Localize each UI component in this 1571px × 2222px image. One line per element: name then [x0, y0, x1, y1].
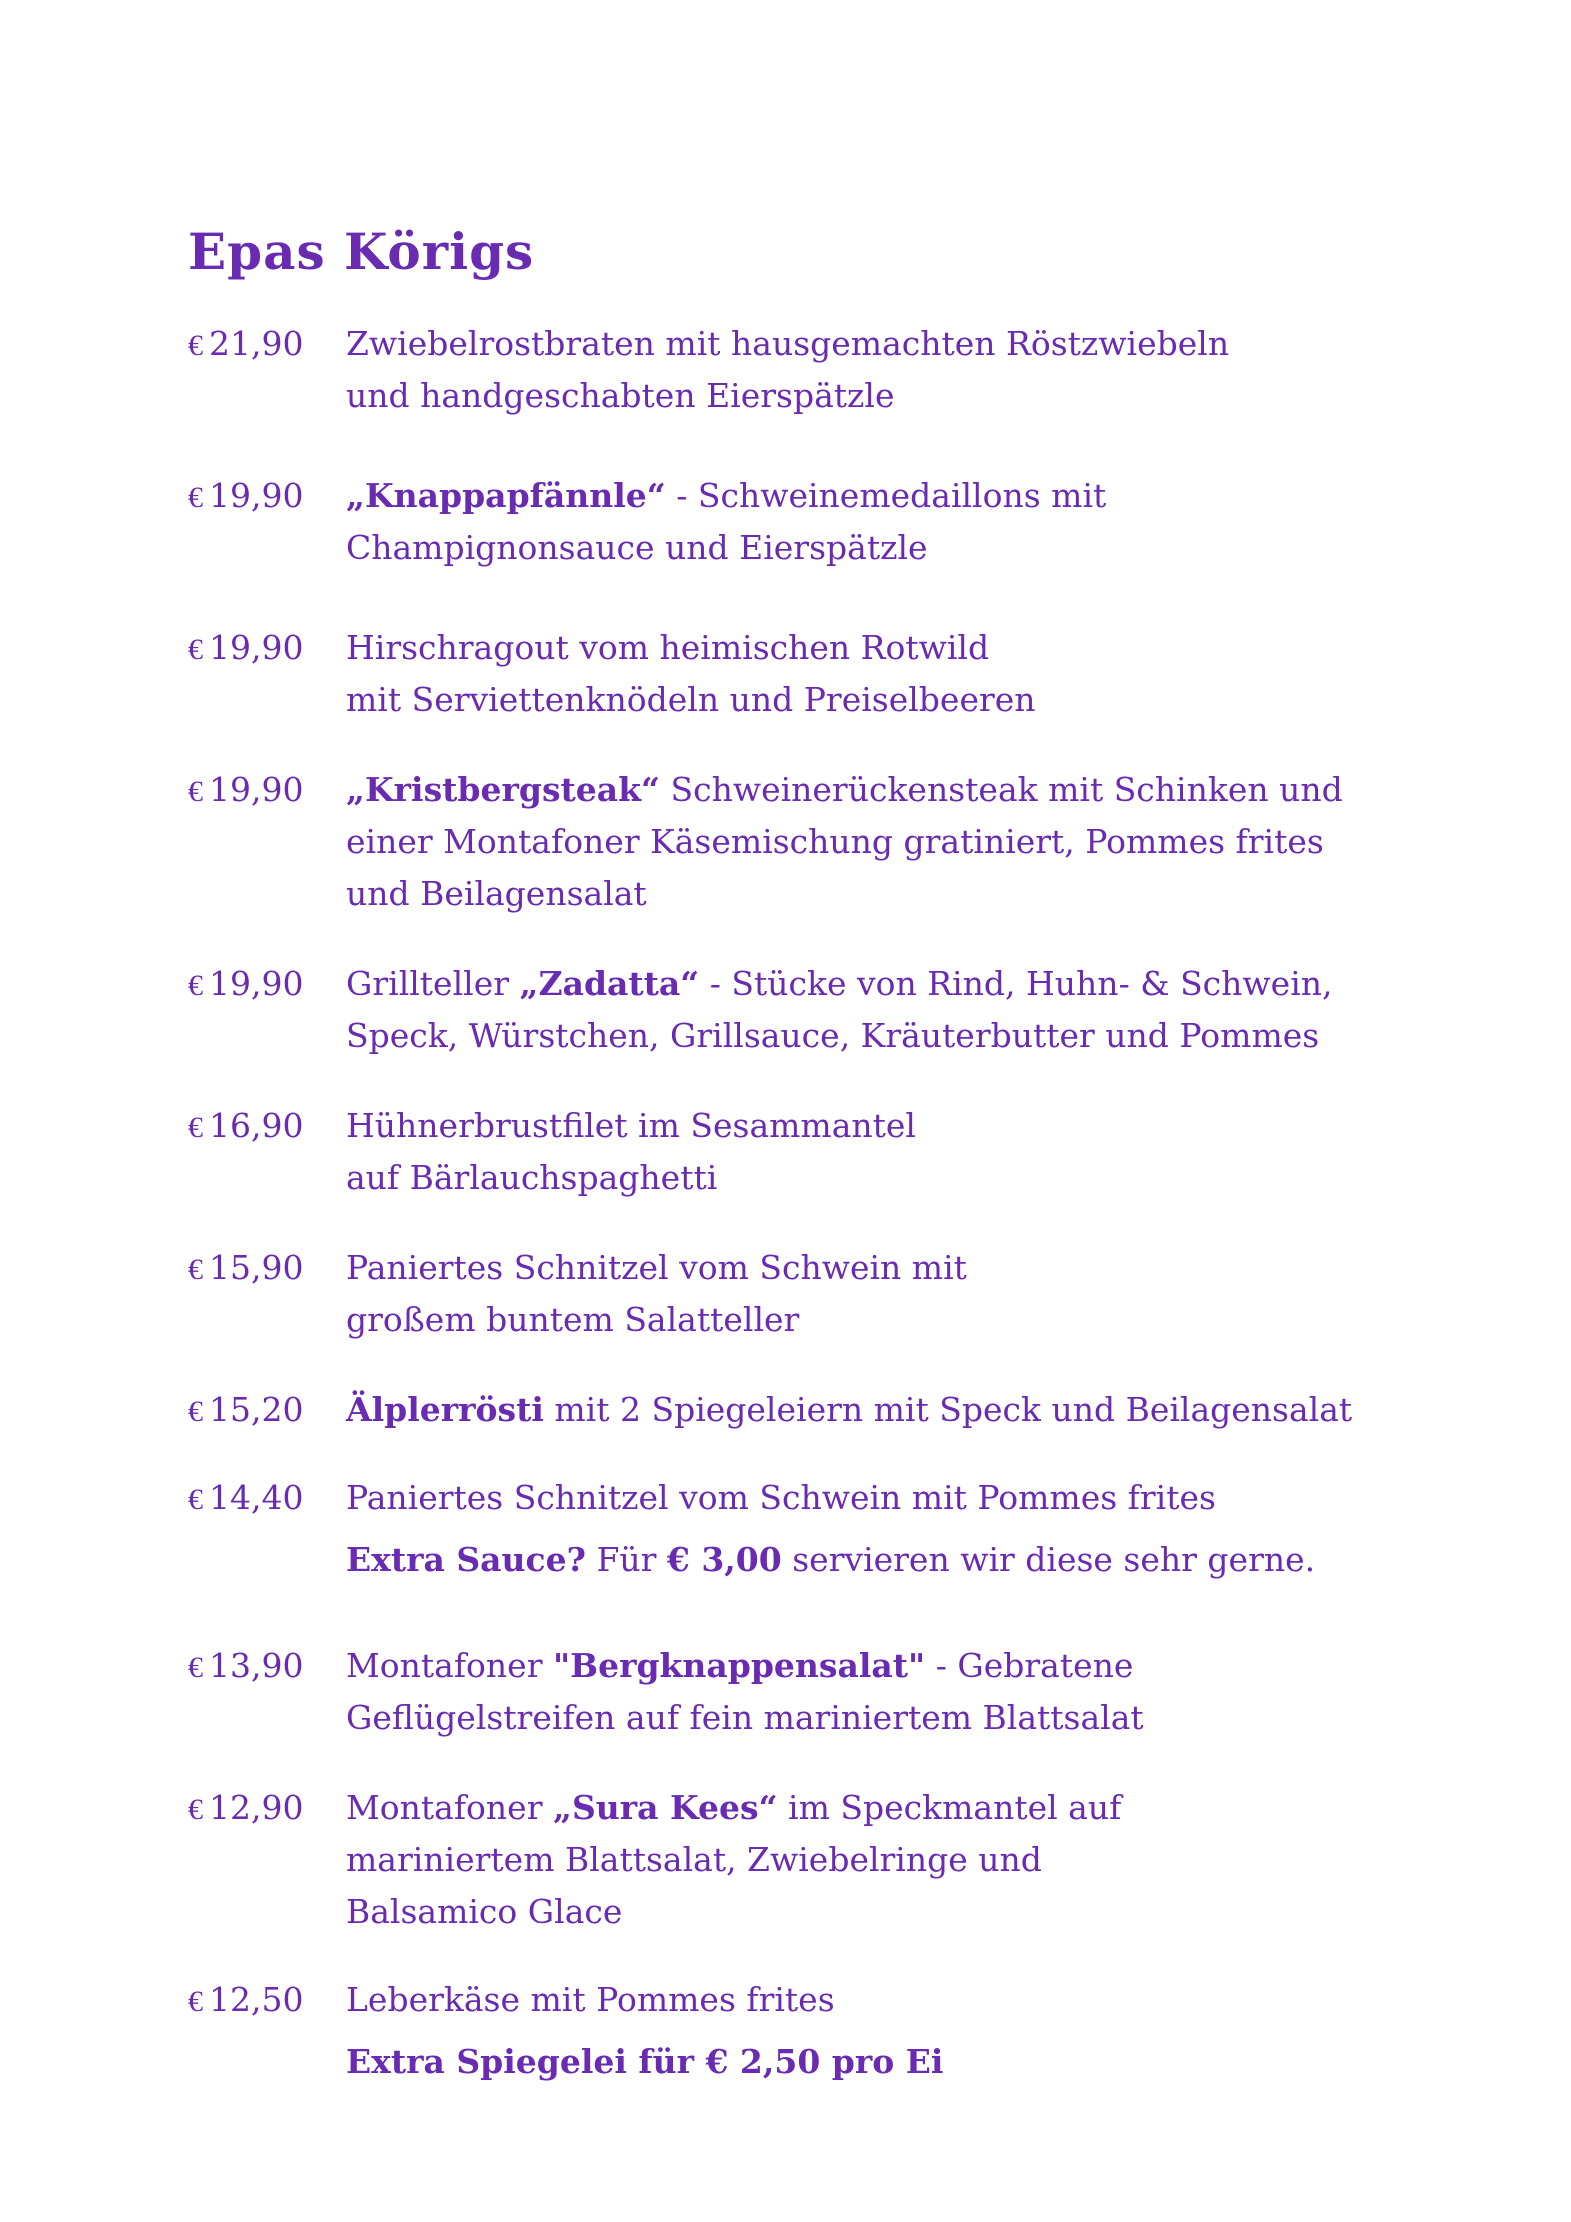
description-line [346, 370, 1386, 422]
description-text: Hirschragout vom heimischen Rotwild [346, 628, 990, 667]
description-text: und handgeschabten Eierspätzle [346, 376, 895, 415]
menu-item-price [188, 764, 348, 818]
dish-name: „Zadatta“ [519, 964, 700, 1003]
description-text: - Gebratene [925, 1646, 1134, 1685]
description-line [346, 674, 1386, 726]
description-text: auf Bärlauchspaghetti [346, 1158, 718, 1197]
extra-highlight: € 3,00 [666, 1540, 782, 1579]
price-value: 12,90 [209, 1788, 304, 1827]
price-value: 15,20 [209, 1390, 304, 1429]
description-line [346, 318, 1386, 370]
extra-note [346, 1534, 1386, 1586]
description-text: und Beilagensalat [346, 874, 647, 913]
menu-item-price [188, 1640, 348, 1694]
description-line [346, 816, 1386, 868]
menu-item-price [188, 1100, 348, 1154]
menu-item-description [346, 470, 1386, 574]
description-text: Paniertes Schnitzel vom Schwein mit Pommes frites [346, 1478, 1216, 1517]
currency-symbol: € [188, 969, 203, 1002]
menu-item-description [346, 622, 1386, 726]
description-text: mariniertem Blattsalat, Zwiebelringe und [346, 1840, 1042, 1879]
price-value: 16,90 [209, 1106, 304, 1145]
extra-note [346, 2036, 1386, 2088]
menu-item-price [188, 622, 348, 676]
description-text: großem buntem Salatteller [346, 1300, 800, 1339]
description-text: Zwiebelrostbraten mit hausgemachten Röstzwiebeln [346, 324, 1230, 363]
description-line [346, 1010, 1386, 1062]
menu-item-price [188, 1974, 348, 2028]
extra-text: Für [585, 1540, 667, 1579]
description-line [346, 1886, 1386, 1938]
description-line [346, 1640, 1386, 1692]
price-value: 14,40 [209, 1478, 304, 1517]
extra-highlight: Extra Spiegelei für € 2,50 pro Ei [346, 2042, 944, 2081]
description-text: Leberkäse mit Pommes frites [346, 1980, 835, 2019]
description-line [346, 1974, 1386, 2026]
description-text: Grillteller [346, 964, 520, 1003]
menu-item-description [346, 1242, 1386, 1346]
menu-item-price [188, 958, 348, 1012]
currency-symbol: € [188, 1253, 203, 1286]
description-line [346, 1294, 1386, 1346]
description-line [346, 1100, 1386, 1152]
description-line [346, 1834, 1386, 1886]
description-text: Champignonsauce und Eierspätzle [346, 528, 928, 567]
menu-item-price [188, 318, 348, 372]
menu-item-description [346, 1782, 1386, 1938]
description-text: Schweinerückensteak mit Schinken und [659, 770, 1343, 809]
price-value: 13,90 [209, 1646, 304, 1685]
price-value: 19,90 [209, 628, 304, 667]
price-value: 19,90 [209, 770, 304, 809]
currency-symbol: € [188, 1395, 203, 1428]
menu-item-description [346, 764, 1386, 920]
description-text: Montafoner [346, 1646, 553, 1685]
menu-item-price [188, 1384, 348, 1438]
currency-symbol: € [188, 481, 203, 514]
description-text: - Schweinemedaillons mit [665, 476, 1107, 515]
description-line [346, 522, 1386, 574]
description-line [346, 868, 1386, 920]
description-line [346, 764, 1386, 816]
description-line [346, 1692, 1386, 1744]
description-text: mit Serviettenknödeln und Preiselbeeren [346, 680, 1036, 719]
description-line [346, 622, 1386, 674]
description-line [346, 958, 1386, 1010]
menu-item-description [346, 1472, 1386, 1586]
description-line [346, 1782, 1386, 1834]
currency-symbol: € [188, 1985, 203, 2018]
currency-symbol: € [188, 329, 203, 362]
description-text: Speck, Würstchen, Grillsauce, Kräuterbutter und Pommes [346, 1016, 1320, 1055]
menu-item-price [188, 1242, 348, 1296]
extra-highlight: Extra Sauce? [346, 1540, 586, 1579]
menu-item-description [346, 1384, 1386, 1436]
dish-name: „Kristbergsteak“ [346, 770, 660, 809]
description-text: Paniertes Schnitzel vom Schwein mit [346, 1248, 967, 1287]
menu-item-price [188, 1782, 348, 1836]
description-line [346, 1152, 1386, 1204]
description-line [346, 1472, 1386, 1524]
price-value: 21,90 [209, 324, 304, 363]
currency-symbol: € [188, 1483, 203, 1516]
description-text: im Speckmantel auf [777, 1788, 1122, 1827]
description-text: einer Montafoner Käsemischung gratiniert, Pommes frites [346, 822, 1324, 861]
dish-name: Älplerrösti [346, 1390, 544, 1429]
description-line [346, 1384, 1386, 1436]
description-text: Geflügelstreifen auf fein mariniertem Blattsalat [346, 1698, 1144, 1737]
extra-text: servieren wir diese sehr gerne. [781, 1540, 1316, 1579]
price-value: 12,50 [209, 1980, 304, 2019]
currency-symbol: € [188, 1793, 203, 1826]
menu-item-description [346, 1100, 1386, 1204]
price-value: 19,90 [209, 964, 304, 1003]
description-line [346, 1242, 1386, 1294]
description-line [346, 470, 1386, 522]
menu-item-description [346, 958, 1386, 1062]
currency-symbol: € [188, 1111, 203, 1144]
price-value: 19,90 [209, 476, 304, 515]
dish-name: "Bergknappensalat" [552, 1646, 926, 1685]
price-value: 15,90 [209, 1248, 304, 1287]
description-text: mit 2 Spiegeleiern mit Speck und Beilagensalat [543, 1390, 1353, 1429]
page-title: Epas Körigs [188, 222, 535, 281]
menu-item-description [346, 1640, 1386, 1744]
dish-name: „Knappapfännle“ [346, 476, 666, 515]
menu-item-description [346, 1974, 1386, 2088]
description-text: Hühnerbrustfilet im Sesammantel [346, 1106, 916, 1145]
description-text: - Stücke von Rind, Huhn- & Schwein, [699, 964, 1333, 1003]
menu-item-description [346, 318, 1386, 422]
currency-symbol: € [188, 633, 203, 666]
currency-symbol: € [188, 1651, 203, 1684]
menu-item-price [188, 1472, 348, 1526]
description-text: Balsamico Glace [346, 1892, 623, 1931]
description-text: Montafoner [346, 1788, 553, 1827]
dish-name: „Sura Kees“ [552, 1788, 778, 1827]
currency-symbol: € [188, 775, 203, 808]
menu-item-price [188, 470, 348, 524]
